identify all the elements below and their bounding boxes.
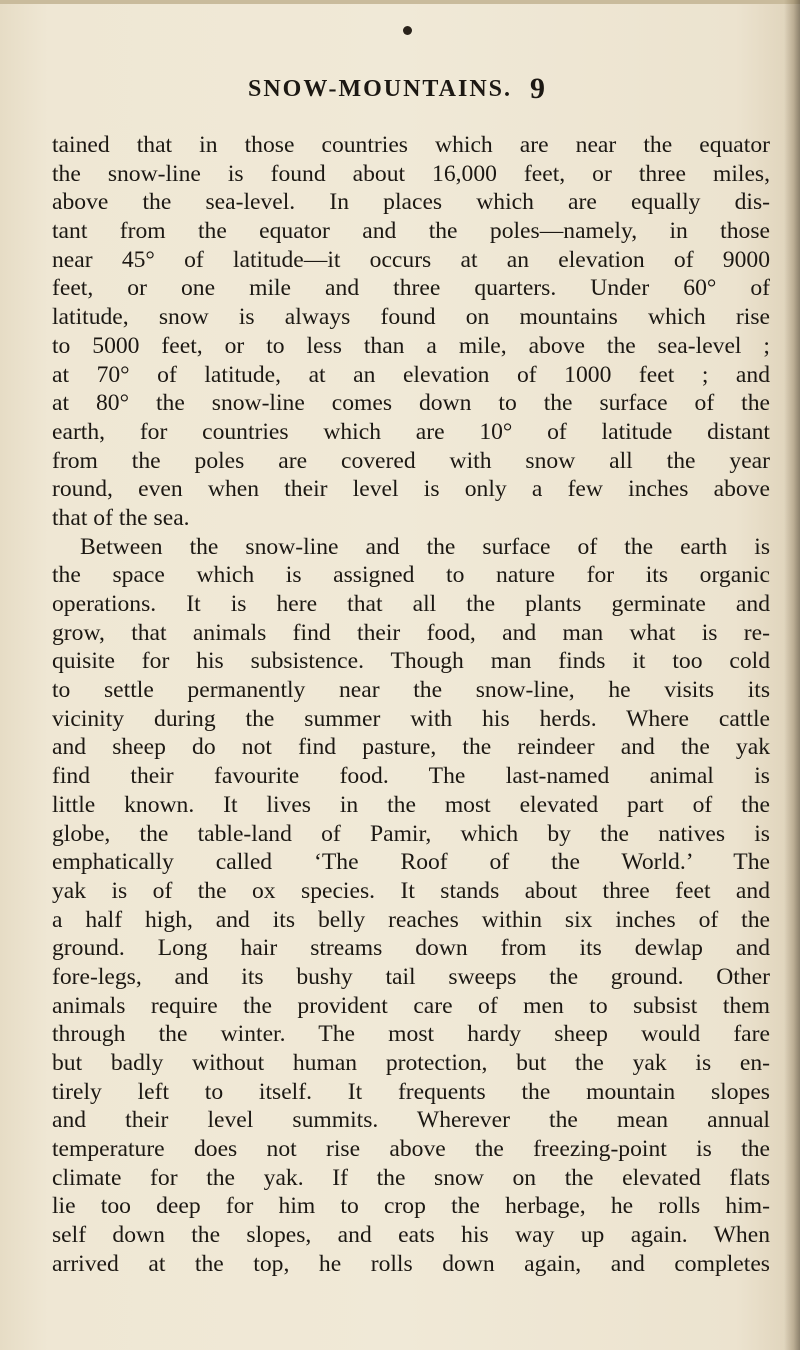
text-line: from the poles are covered with snow all the year: [52, 447, 770, 474]
text-line: that of the sea.: [52, 504, 190, 531]
text-line: tirely left to itself. It frequents the mountain slopes: [52, 1078, 770, 1105]
text-line: little known. It lives in the most elevated part of the: [52, 791, 770, 818]
text-line: quisite for his subsistence. Though man finds it too cold: [52, 648, 770, 675]
text-line: above the sea-level. In places which are equally dis-: [52, 189, 770, 216]
text-line: globe, the table-land of Pamir, which by the natives is: [52, 820, 770, 847]
text-line: near 45° of latitude—it occurs at an elevation of 9000: [52, 246, 770, 273]
text-line: to 5000 feet, or to less than a mile, above the sea-level ;: [52, 332, 770, 359]
text-line: at 70° of latitude, at an elevation of 1000 feet ; and: [52, 361, 770, 388]
text-line: round, even when their level is only a few inches above: [52, 476, 770, 503]
text-line: grow, that animals find their food, and man what is re-: [52, 619, 770, 646]
running-title: SNOW-MOUNTAINS.: [248, 76, 513, 102]
text-line: fore-legs, and its bushy tail sweeps the ground. Other: [52, 963, 770, 990]
text-line: a half high, and its belly reaches within six inches of the: [52, 906, 770, 933]
text-line: climate for the yak. If the snow on the elevated flats: [52, 1164, 770, 1191]
text-line: the snow-line is found about 16,000 feet, or three miles,: [52, 160, 770, 187]
text-line: tained that in those countries which are near the equator: [52, 132, 770, 158]
text-line: tant from the equator and the poles—namely, in those: [52, 218, 770, 245]
text-line: ground. Long hair streams down from its dewlap and: [52, 935, 770, 962]
text-line: feet, or one mile and three quarters. Under 60° of: [52, 275, 770, 302]
text-line: operations. It is here that all the plants germinate and: [52, 591, 770, 617]
page-number: 9: [530, 72, 545, 105]
text-line: Between the snow-line and the surface of the earth is: [80, 533, 770, 560]
text-line: but badly without human protection, but the yak is en-: [52, 1050, 770, 1076]
text-line: through the winter. The most hardy sheep would fare: [52, 1021, 770, 1048]
text-line: and sheep do not find pasture, the reindeer and the yak: [52, 734, 770, 761]
text-line: find their favourite food. The last-named animal is: [52, 763, 770, 790]
text-line: emphatically called ‘The Roof of the World.’ The: [52, 849, 770, 876]
text-line: at 80° the snow-line comes down to the surface of the: [52, 390, 770, 417]
text-line: arrived at the top, he rolls down again, and completes: [52, 1250, 770, 1277]
running-head: [0, 72, 800, 116]
text-line: animals require the provident care of men to subsist them: [52, 992, 770, 1019]
printer-mark-dot: [403, 26, 412, 35]
body-text: [52, 131, 770, 1279]
page-top-edge: [0, 0, 800, 4]
text-line: self down the slopes, and eats his way up again. When: [52, 1222, 770, 1249]
text-line: lie too deep for him to crop the herbage, he rolls him-: [52, 1193, 770, 1220]
text-line: to settle permanently near the snow-line, he visits its: [52, 677, 770, 704]
text-line: yak is of the ox species. It stands about three feet and: [52, 877, 770, 904]
text-line: latitude, snow is always found on mountains which rise: [52, 304, 770, 331]
text-line: earth, for countries which are 10° of latitude distant: [52, 418, 770, 445]
text-line: vicinity during the summer with his herds. Where cattle: [52, 705, 770, 732]
text-line: temperature does not rise above the freezing-point is the: [52, 1136, 770, 1163]
text-line: and their level summits. Wherever the mean annual: [52, 1107, 770, 1134]
page-edge-shadow: [784, 0, 800, 1350]
text-line: the space which is assigned to nature for its organic: [52, 562, 770, 589]
